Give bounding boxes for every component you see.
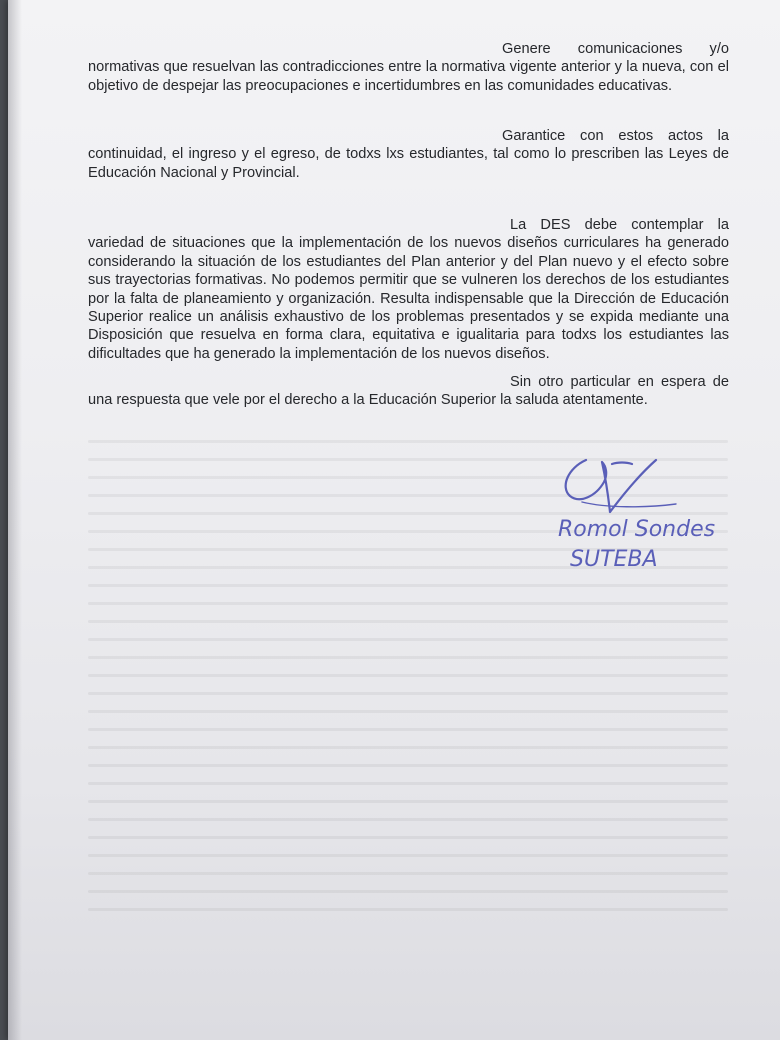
page-edge-shadow bbox=[8, 0, 22, 1040]
paragraph-closing: Sin otro particular en espera de una respuesta que vele por el derecho a la Educación Superior la saluda atentamente. bbox=[88, 374, 729, 409]
paragraph-garantice: Garantice con estos actos la continuidad, el ingreso y el egreso, de todxs lxs estudiantes, tal como lo prescriben las Leyes de Educación Nacional y Provincial. bbox=[88, 128, 729, 181]
paragraph-des: La DES debe contemplar la variedad de situaciones que la implementación de los nuevos diseños curriculares ha generado considerando la situación de los estudiantes del Plan anterior y del Plan nuevo y el efecto sobre sus trayectorias formativas. No podemos permitir que se vulneren los derechos de los estudiantes por la falta de planeamiento y organización. Resulta indispensable que la Dirección de Educación Superior realice un análisis exhaustivo de los problemas presentados y se expida mediante una Disposición que resuelva en forma clara, equitativa e igualitaria para todxs los estudiantes las dificultades que ha generado la implementación de los nuevos diseños. bbox=[88, 217, 729, 362]
paragraph-comunicaciones: Genere comunicaciones y/o normativas que resuelvan las contradicciones entre la normativa vigente anterior y la nueva, con el objetivo de despejar las preocupaciones e incertidumbres en las comunidades educativas. bbox=[88, 41, 729, 94]
signature-organization: SUTEBA bbox=[570, 547, 658, 572]
signature-name: Romol Sondes bbox=[558, 517, 716, 542]
handwritten-signature bbox=[546, 432, 736, 582]
document-page bbox=[8, 0, 780, 1040]
